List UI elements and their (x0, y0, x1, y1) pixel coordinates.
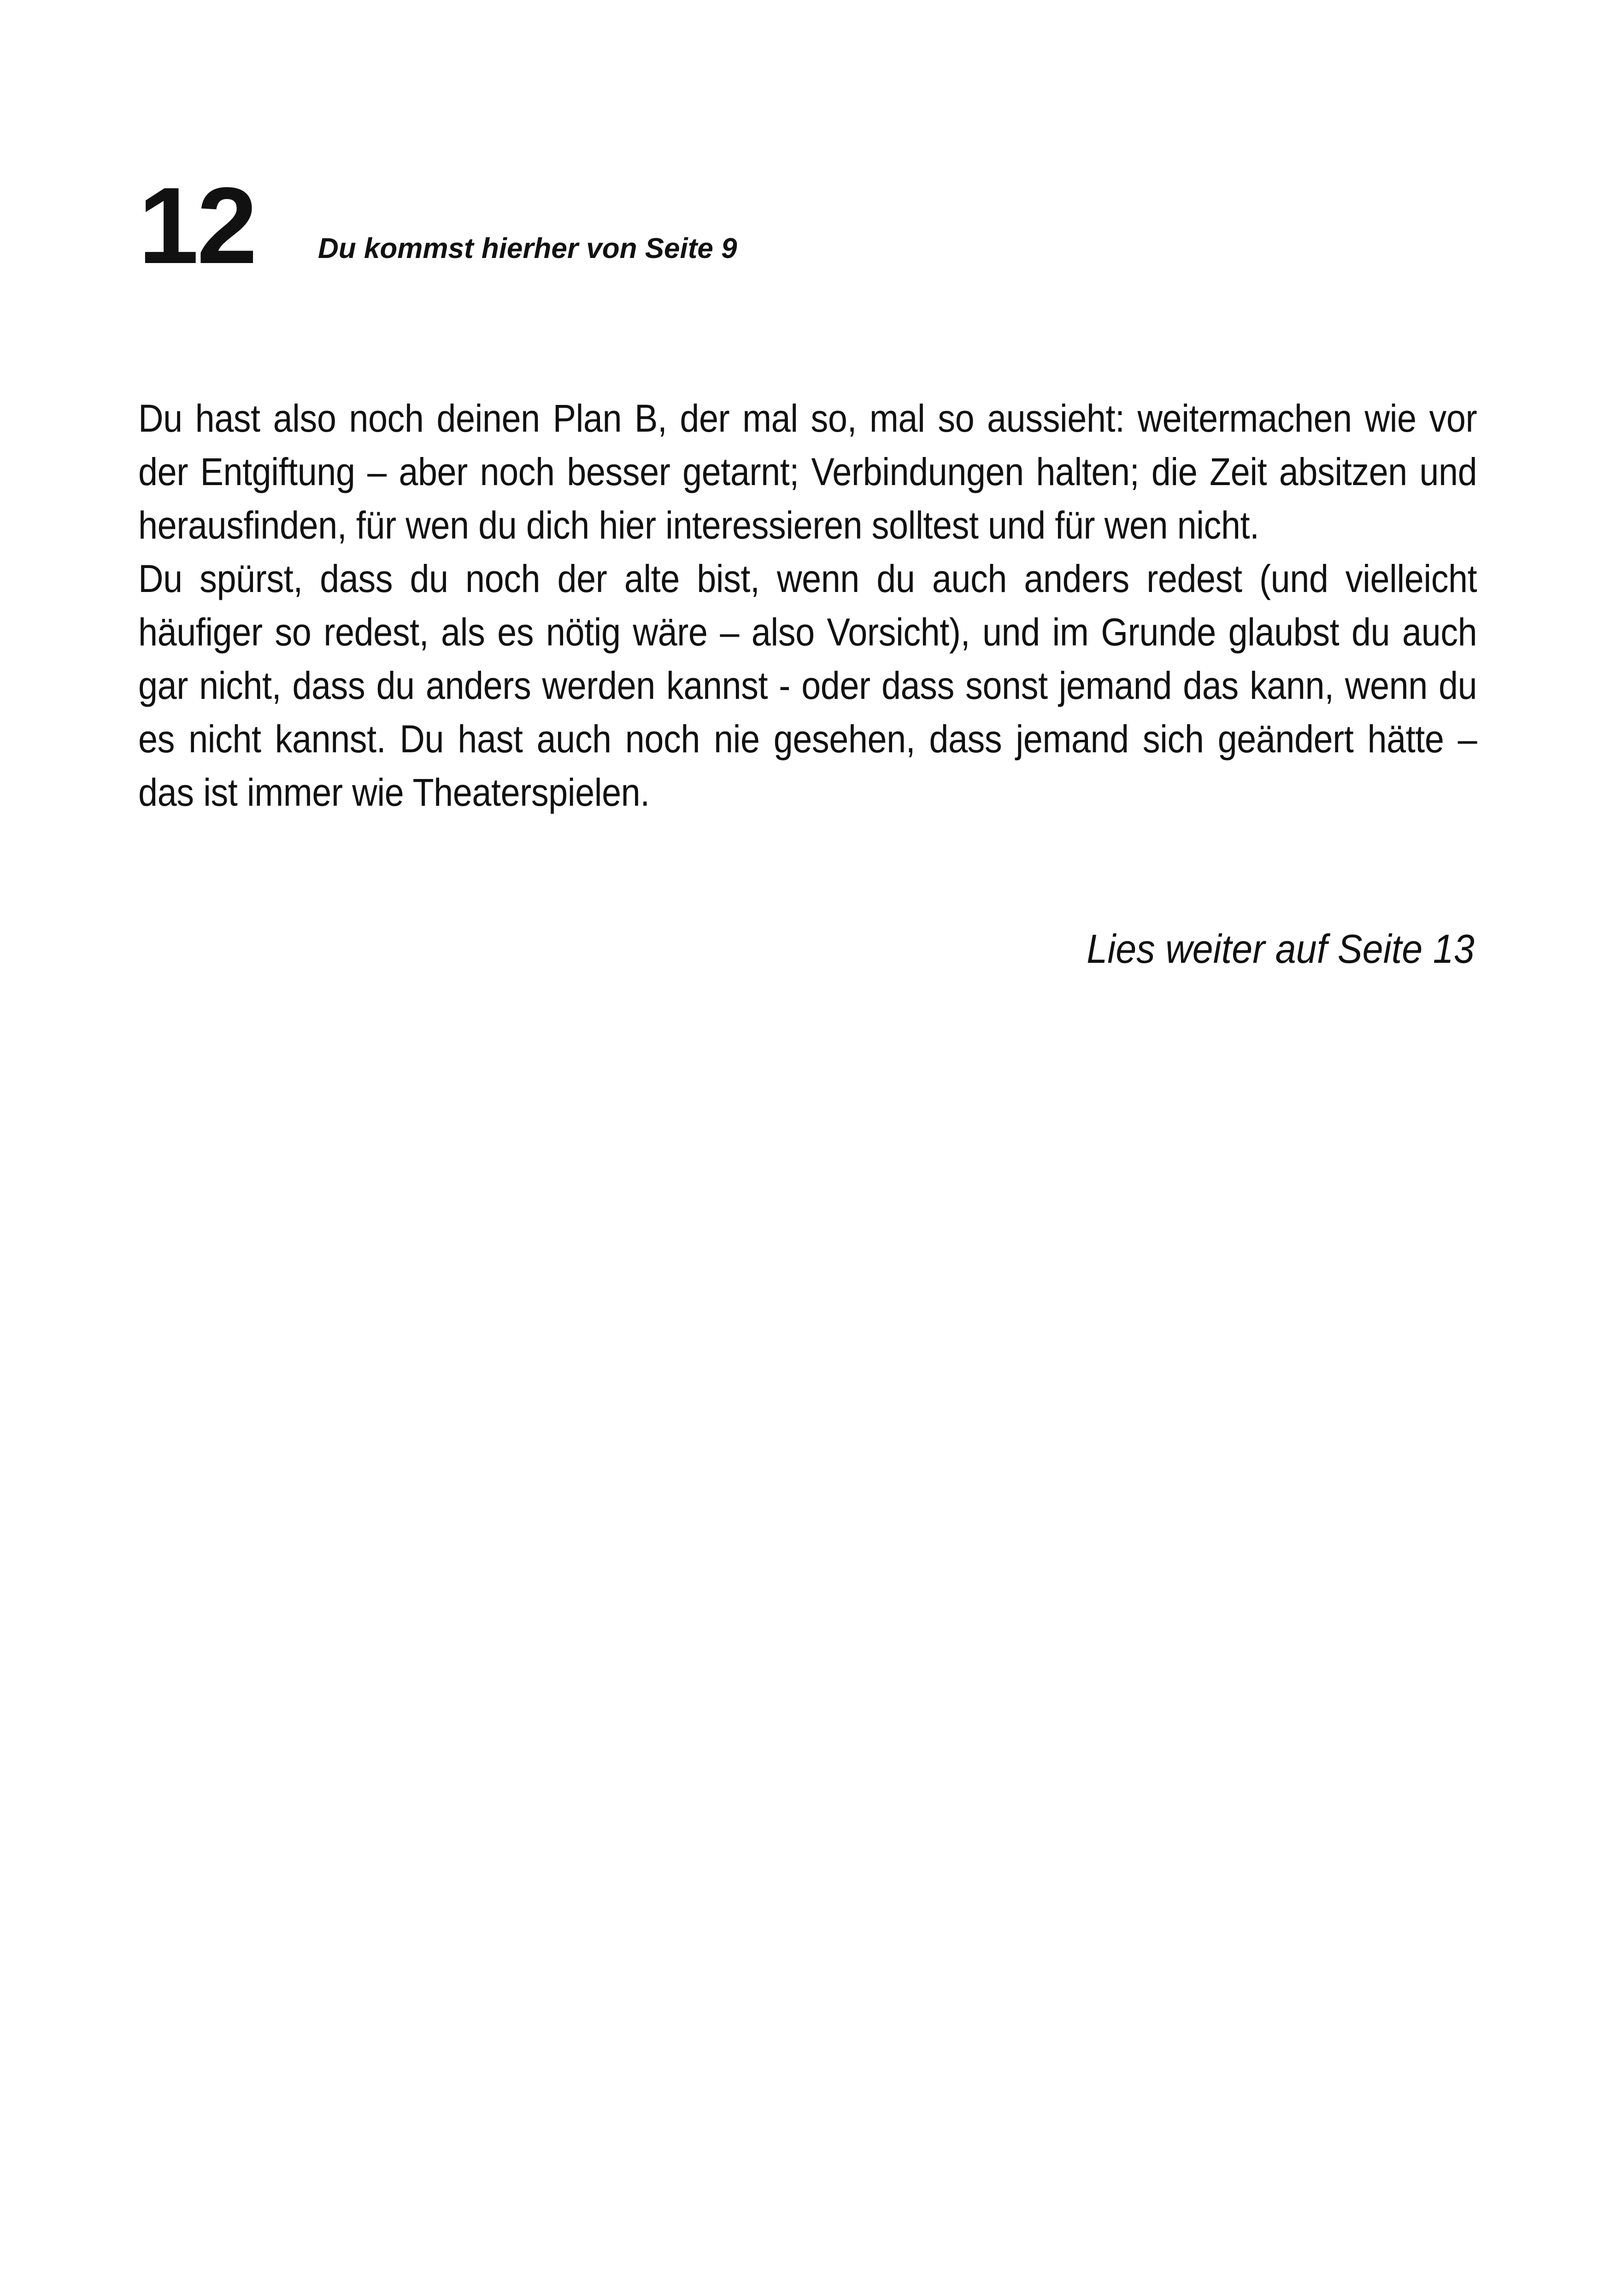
body-text (138, 392, 1477, 819)
page-header (138, 166, 1484, 286)
continue-reference: Lies weiter auf Seite 13 (1087, 926, 1475, 972)
paragraph: Du hast also noch deinen Plan B, der mal so, mal so aussieht: weitermachen wie vor der Entgiftung – aber noch besser getarnt; Verbindungen halten; die Zeit absitzen und herausfinden, für wen du dich hier interessieren solltest und für wen nicht. (138, 397, 1477, 547)
page-number: 12 (138, 165, 256, 287)
origin-reference: Du kommst hierher von Seite 9 (318, 233, 737, 264)
paragraph: Du spürst, dass du noch der alte bist, wenn du auch anders redest (und vielleicht häufiger so redest, als es nötig wäre – also Vorsicht), und im Grunde glaubst du auch gar nicht, dass du anders werden kannst - oder dass sonst jemand das kann, wenn du es nicht kannst. Du hast auch noch nie gesehen, dass jemand sich geändert hätte – das ist immer wie Theaterspielen. (138, 557, 1477, 814)
